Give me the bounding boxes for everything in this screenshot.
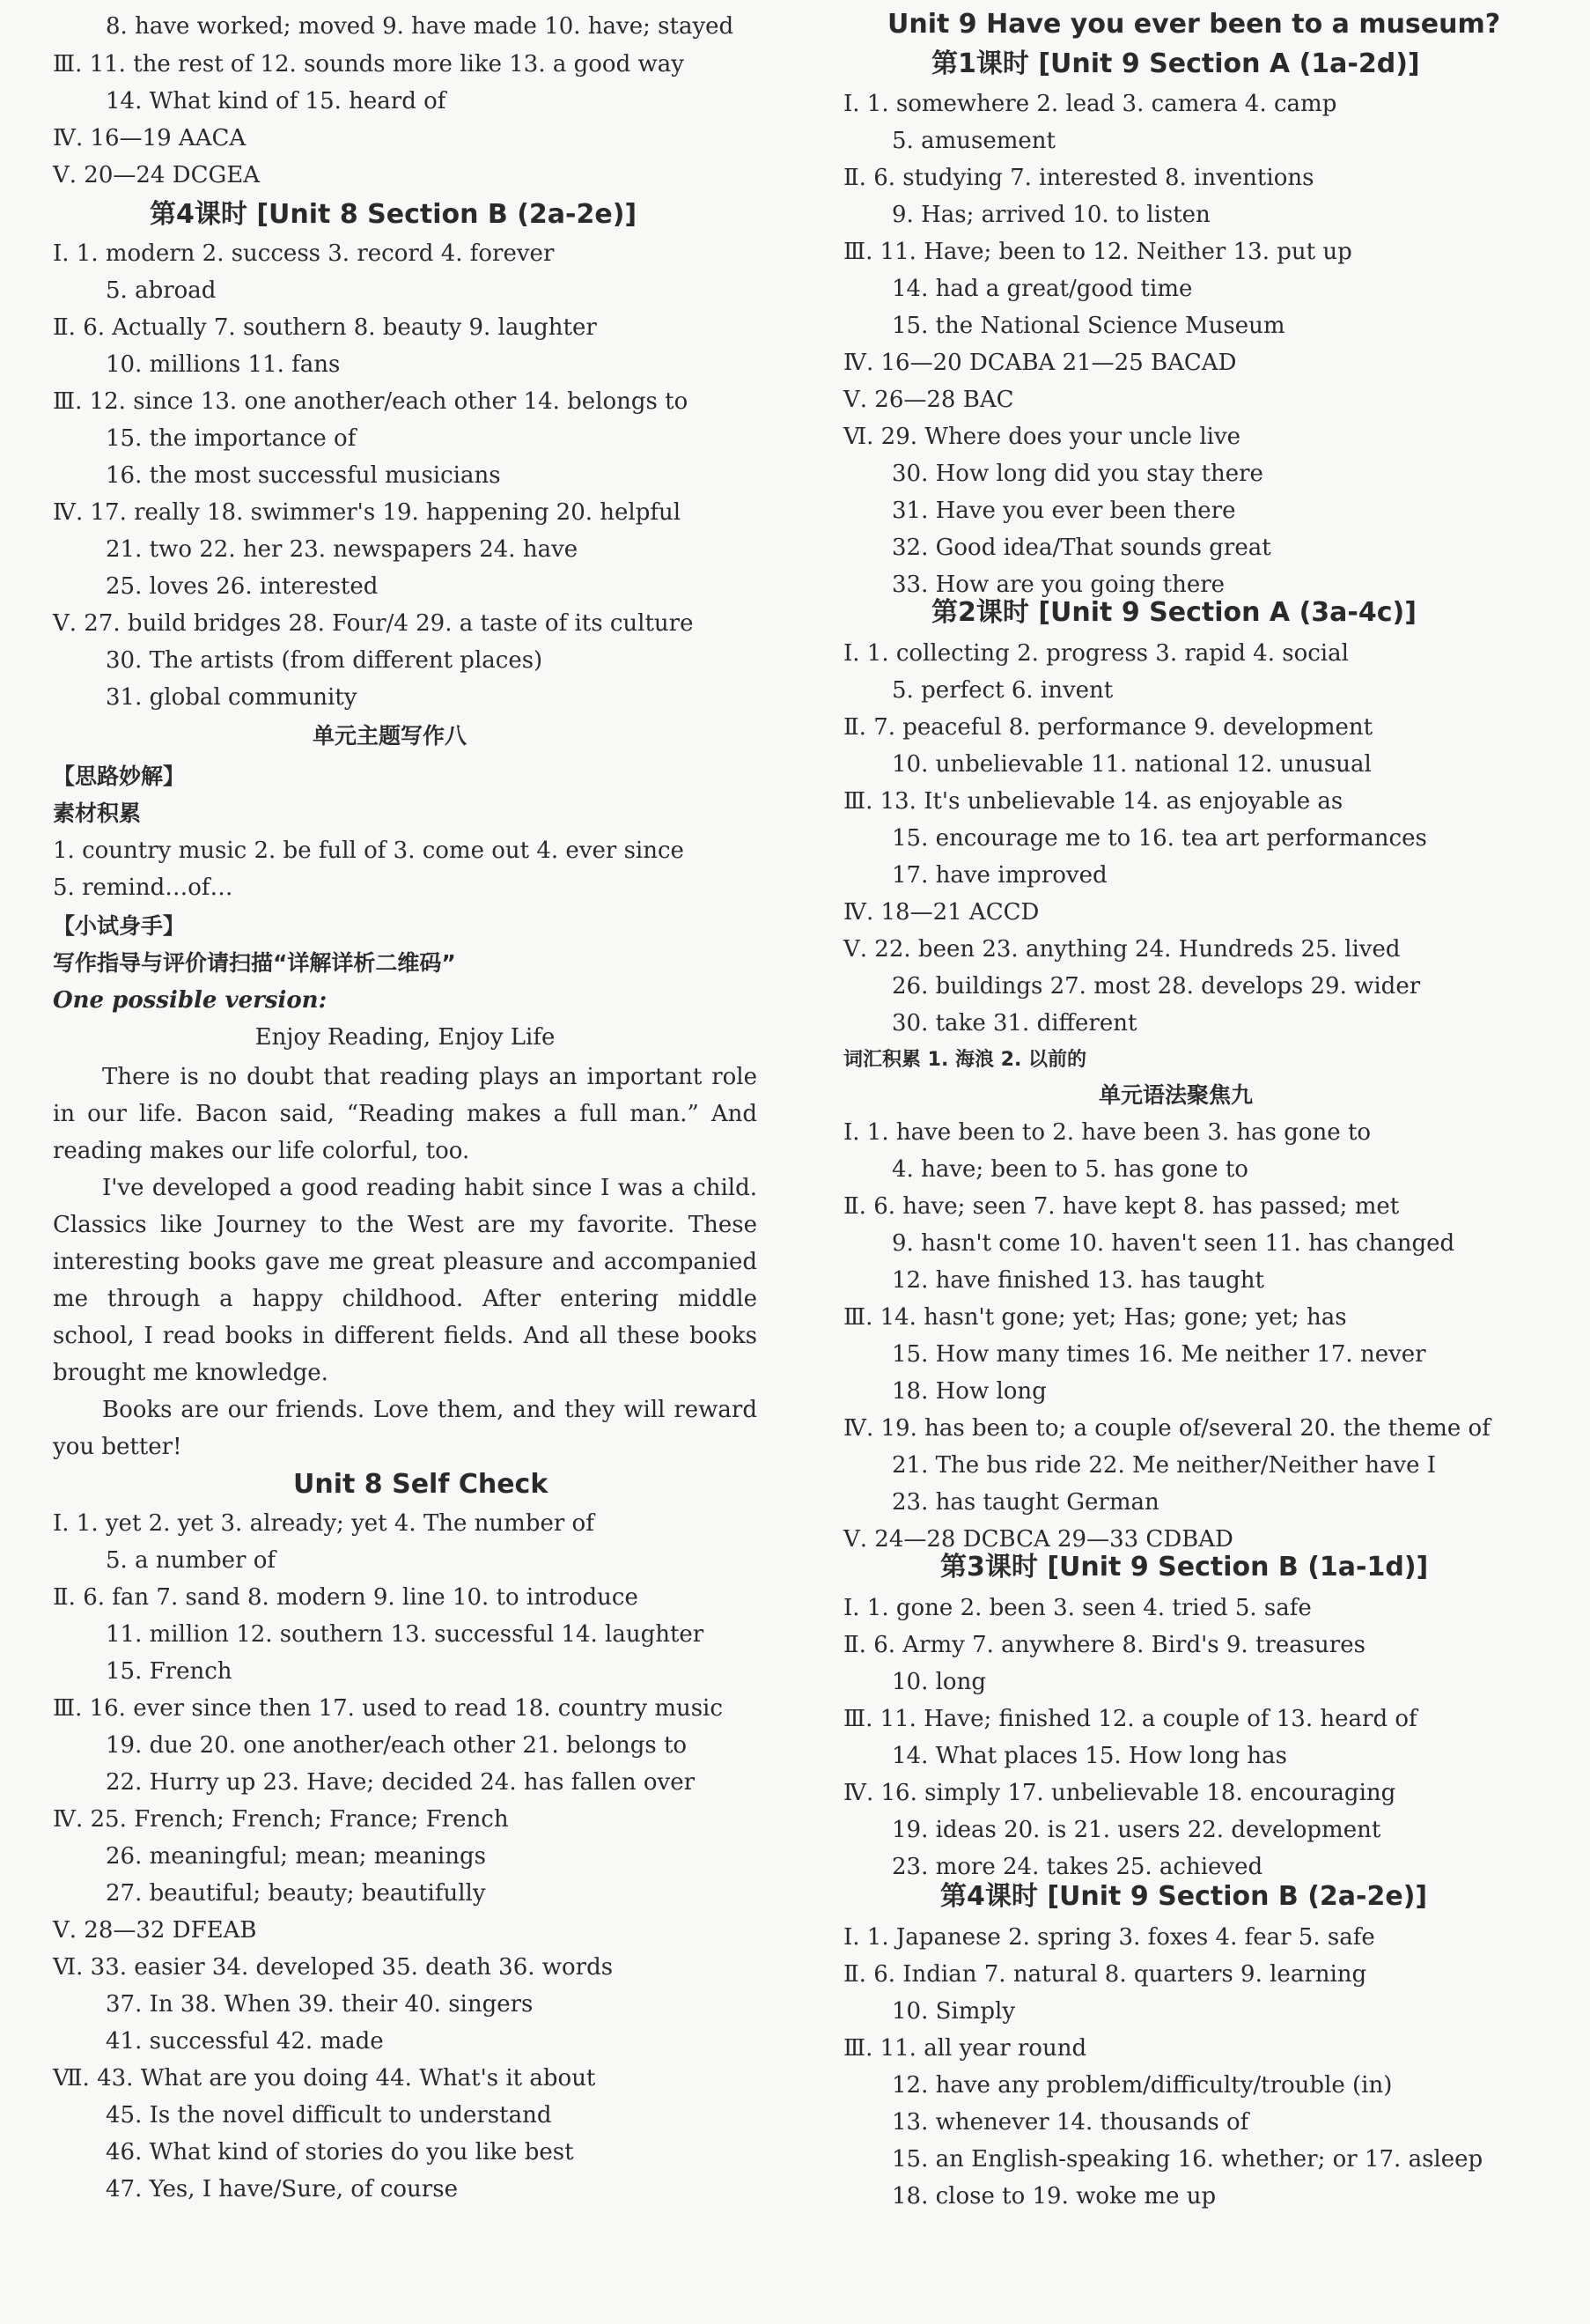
answer-line: 26. meaningful; mean; meanings: [106, 1843, 486, 1870]
answer-line: Ⅲ. 13. It's unbelievable 14. as enjoyable as: [843, 788, 1343, 815]
answer-line: 47. Yes, I have/Sure, of course: [106, 2176, 458, 2202]
answer-line: Ⅱ. 7. peaceful 8. performance 9. development: [843, 714, 1373, 741]
essay-title: Enjoy Reading, Enjoy Life: [254, 1024, 556, 1051]
answer-line: 22. Hurry up 23. Have; decided 24. has fallen over: [106, 1769, 696, 1796]
answer-line: 17. have improved: [892, 862, 1108, 889]
answer-line: 10. long: [892, 1669, 986, 1695]
answer-line: Ⅴ. 22. been 23. anything 24. Hundreds 25. lived: [843, 936, 1401, 963]
answer-line: 14. What kind of 15. heard of: [106, 88, 446, 114]
answer-line: 15. How many times 16. Me neither 17. never: [892, 1341, 1426, 1368]
answer-line: 18. close to 19. woke me up: [892, 2183, 1217, 2210]
answer-line: 16. the most successful musicians: [106, 462, 501, 489]
answer-line: 15. the National Science Museum: [892, 313, 1285, 339]
answer-line: Ⅲ. 12. since 13. one another/each other 14. belongs to: [53, 388, 688, 415]
answer-line: 14. had a great/good time: [892, 276, 1193, 302]
lesson-heading: 第1课时 [Unit 9 Section A (1a-2d)]: [931, 48, 1420, 79]
answer-line: Ⅶ. 43. What are you doing 44. What's it about: [53, 2065, 596, 2092]
answer-line: 31. Have you ever been there: [892, 498, 1236, 524]
answer-line: Ⅳ. 17. really 18. swimmer's 19. happening 20. helpful: [53, 499, 681, 526]
answer-line: 32. Good idea/That sounds great: [892, 535, 1271, 561]
answer-line: 45. Is the novel difficult to understand: [106, 2102, 552, 2128]
answer-line: Ⅳ. 19. has been to; a couple of/several 20. the theme of: [843, 1415, 1491, 1442]
answer-line: Ⅱ. 6. Indian 7. natural 8. quarters 9. learning: [843, 1961, 1367, 1988]
answer-line: 31. global community: [106, 684, 357, 711]
answer-line: Ⅴ. 20—24 DCGEA: [53, 162, 261, 188]
answer-line: 18. How long: [892, 1378, 1047, 1405]
essay-paragraph: Books are our friends. Love them, and they will reward you better!: [53, 1397, 757, 1460]
answer-line: 13. whenever 14. thousands of: [892, 2109, 1249, 2136]
answer-line: Ⅱ. 6. Army 7. anywhere 8. Bird's 9. treasures: [843, 1632, 1365, 1658]
answer-line: 27. beautiful; beauty; beautifully: [106, 1880, 486, 1907]
answer-line: Ⅴ. 27. build bridges 28. Four/4 29. a taste of its culture: [53, 610, 694, 637]
answer-line: 11. million 12. southern 13. successful 14. laughter: [106, 1621, 704, 1648]
unit-title: Unit 9 Have you ever been to a museum?: [887, 9, 1501, 40]
instruction-text: 写作指导与评价请扫描“详解详析二维码”: [53, 950, 456, 976]
answer-line: Ⅵ. 29. Where does your uncle live: [843, 424, 1241, 450]
answer-line: 5. abroad: [106, 277, 217, 304]
essay-paragraph: I've developed a good reading habit since I was a child. Classics like Journey to the West are my favorite. These interesting books gave me great pleasure and accompanied me through a happy childhood. After entering middle school, I read books in different fields. And all these books brought me knowledge.: [53, 1175, 757, 1386]
answer-line: 9. hasn't come 10. haven't seen 11. has changed: [892, 1230, 1455, 1257]
section-heading: 单元主题写作八: [313, 723, 467, 749]
lesson-heading: 第4课时 [Unit 8 Section B (2a-2e)]: [150, 199, 637, 230]
answer-line: 5. remind…of…: [53, 874, 233, 901]
answer-line: Ⅲ. 14. hasn't gone; yet; Has; gone; yet; has: [843, 1304, 1347, 1331]
answer-line: Ⅳ. 18—21 ACCD: [843, 899, 1040, 926]
lesson-heading: 第3课时 [Unit 9 Section B (1a-1d)]: [940, 1552, 1429, 1583]
answer-line: Ⅰ. 1. Japanese 2. spring 3. foxes 4. fear 5. safe: [843, 1924, 1375, 1951]
section-subheading: 素材积累: [53, 800, 142, 826]
answer-line: 30. How long did you stay there: [892, 461, 1263, 487]
answer-line: 10. millions 11. fans: [106, 351, 341, 378]
answer-line: Ⅴ. 28—32 DFEAB: [53, 1917, 257, 1944]
answer-line: 19. due 20. one another/each other 21. belongs to: [106, 1732, 688, 1759]
answer-line: 5. perfect 6. invent: [892, 677, 1114, 704]
answer-line: Ⅱ. 6. studying 7. interested 8. inventions: [843, 165, 1314, 191]
section-heading: 单元语法聚焦九: [1099, 1082, 1254, 1108]
lesson-heading: 第2课时 [Unit 9 Section A (3a-4c)]: [931, 597, 1417, 628]
answer-line: Ⅲ. 16. ever since then 17. used to read 18. country music: [53, 1695, 723, 1722]
answer-line: Ⅵ. 33. easier 34. developed 35. death 36. words: [53, 1954, 614, 1981]
answer-line: 23. more 24. takes 25. achieved: [892, 1854, 1263, 1880]
answer-line: 15. the importance of: [106, 425, 357, 452]
answer-line: Ⅰ. 1. yet 2. yet 3. already; yet 4. The number of: [53, 1510, 594, 1537]
answer-line: 5. amusement: [892, 128, 1056, 154]
answer-line: 21. two 22. her 23. newspapers 24. have: [106, 536, 578, 563]
answer-line: Ⅰ. 1. modern 2. success 3. record 4. forever: [53, 240, 555, 267]
answer-line: 26. buildings 27. most 28. develops 29. wider: [892, 973, 1421, 1000]
answer-line: 15. an English-speaking 16. whether; or 17. asleep: [892, 2146, 1483, 2173]
answer-line: 12. have finished 13. has taught: [892, 1267, 1264, 1294]
answer-line: Ⅱ. 6. Actually 7. southern 8. beauty 9. laughter: [53, 314, 597, 341]
answer-line: Ⅳ. 16—19 AACA: [53, 125, 247, 151]
answer-line: Ⅱ. 6. fan 7. sand 8. modern 9. line 10. to introduce: [53, 1584, 638, 1611]
answer-line: 4. have; been to 5. has gone to: [892, 1156, 1248, 1183]
essay-paragraph: There is no doubt that reading plays an important role in our life. Bacon said, “Reading makes a full man.” And reading makes our life colorful, too.: [53, 1064, 757, 1164]
answer-line: Ⅲ. 11. Have; finished 12. a couple of 13. heard of: [843, 1706, 1417, 1732]
vocabulary-line: 词汇积累 1. 海浪 2. 以前的: [843, 1049, 1086, 1071]
answer-line: 15. French: [106, 1658, 232, 1685]
answer-line: 21. The bus ride 22. Me neither/Neither have I: [892, 1452, 1437, 1479]
answer-line: 5. a number of: [106, 1547, 276, 1574]
answer-line: Ⅰ. 1. somewhere 2. lead 3. camera 4. camp: [843, 91, 1337, 117]
answer-line: Ⅳ. 16—20 DCABA 21—25 BACAD: [843, 350, 1237, 376]
answer-line: 10. unbelievable 11. national 12. unusual: [892, 751, 1372, 778]
answer-line: Ⅱ. 6. have; seen 7. have kept 8. has passed; met: [843, 1193, 1400, 1220]
answer-line: Ⅳ. 16. simply 17. unbelievable 18. encouraging: [843, 1780, 1396, 1806]
answer-line: 23. has taught German: [892, 1489, 1159, 1516]
answer-line: Ⅰ. 1. have been to 2. have been 3. has gone to: [843, 1119, 1372, 1146]
answer-line: 41. successful 42. made: [106, 2028, 384, 2055]
self-check-heading: Unit 8 Self Check: [293, 1469, 548, 1500]
answer-line: Ⅰ. 1. collecting 2. progress 3. rapid 4. social: [843, 640, 1349, 667]
answer-line: Ⅰ. 1. gone 2. been 3. seen 4. tried 5. safe: [843, 1595, 1312, 1621]
answer-line: Ⅴ. 26—28 BAC: [843, 387, 1014, 413]
answer-line: 25. loves 26. interested: [106, 573, 379, 600]
answer-line: 30. take 31. different: [892, 1010, 1137, 1037]
answer-line: 46. What kind of stories do you like best: [106, 2139, 574, 2165]
answer-line: 10. Simply: [892, 1998, 1016, 2025]
answer-line: 33. How are you going there: [892, 572, 1226, 598]
answer-line: 14. What places 15. How long has: [892, 1743, 1287, 1769]
answer-line: 37. In 38. When 39. their 40. singers: [106, 1991, 534, 2018]
answer-line: 9. Has; arrived 10. to listen: [892, 202, 1211, 228]
version-label: One possible version:: [53, 987, 328, 1014]
section-subheading: 【小试身手】: [53, 913, 186, 939]
section-subheading: 【思路妙解】: [53, 764, 186, 789]
answer-line: Ⅳ. 25. French; French; France; French: [53, 1806, 509, 1833]
answer-line: 8. have worked; moved 9. have made 10. have; stayed: [106, 13, 734, 40]
answer-line: Ⅲ. 11. Have; been to 12. Neither 13. put up: [843, 239, 1352, 265]
answer-line: Ⅴ. 24—28 DCBCA 29—33 CDBAD: [843, 1526, 1233, 1553]
answer-line: 30. The artists (from different places): [106, 647, 543, 674]
answer-line: 19. ideas 20. is 21. users 22. development: [892, 1817, 1381, 1843]
answer-line: 12. have any problem/difficulty/trouble (in): [892, 2072, 1393, 2099]
answer-line: 1. country music 2. be full of 3. come out 4. ever since: [53, 837, 684, 864]
answer-line: Ⅲ. 11. all year round: [843, 2035, 1087, 2062]
answer-line: Ⅲ. 11. the rest of 12. sounds more like 13. a good way: [53, 51, 684, 77]
answer-line: 15. encourage me to 16. tea art performances: [892, 825, 1427, 852]
lesson-heading: 第4课时 [Unit 9 Section B (2a-2e)]: [940, 1881, 1428, 1912]
